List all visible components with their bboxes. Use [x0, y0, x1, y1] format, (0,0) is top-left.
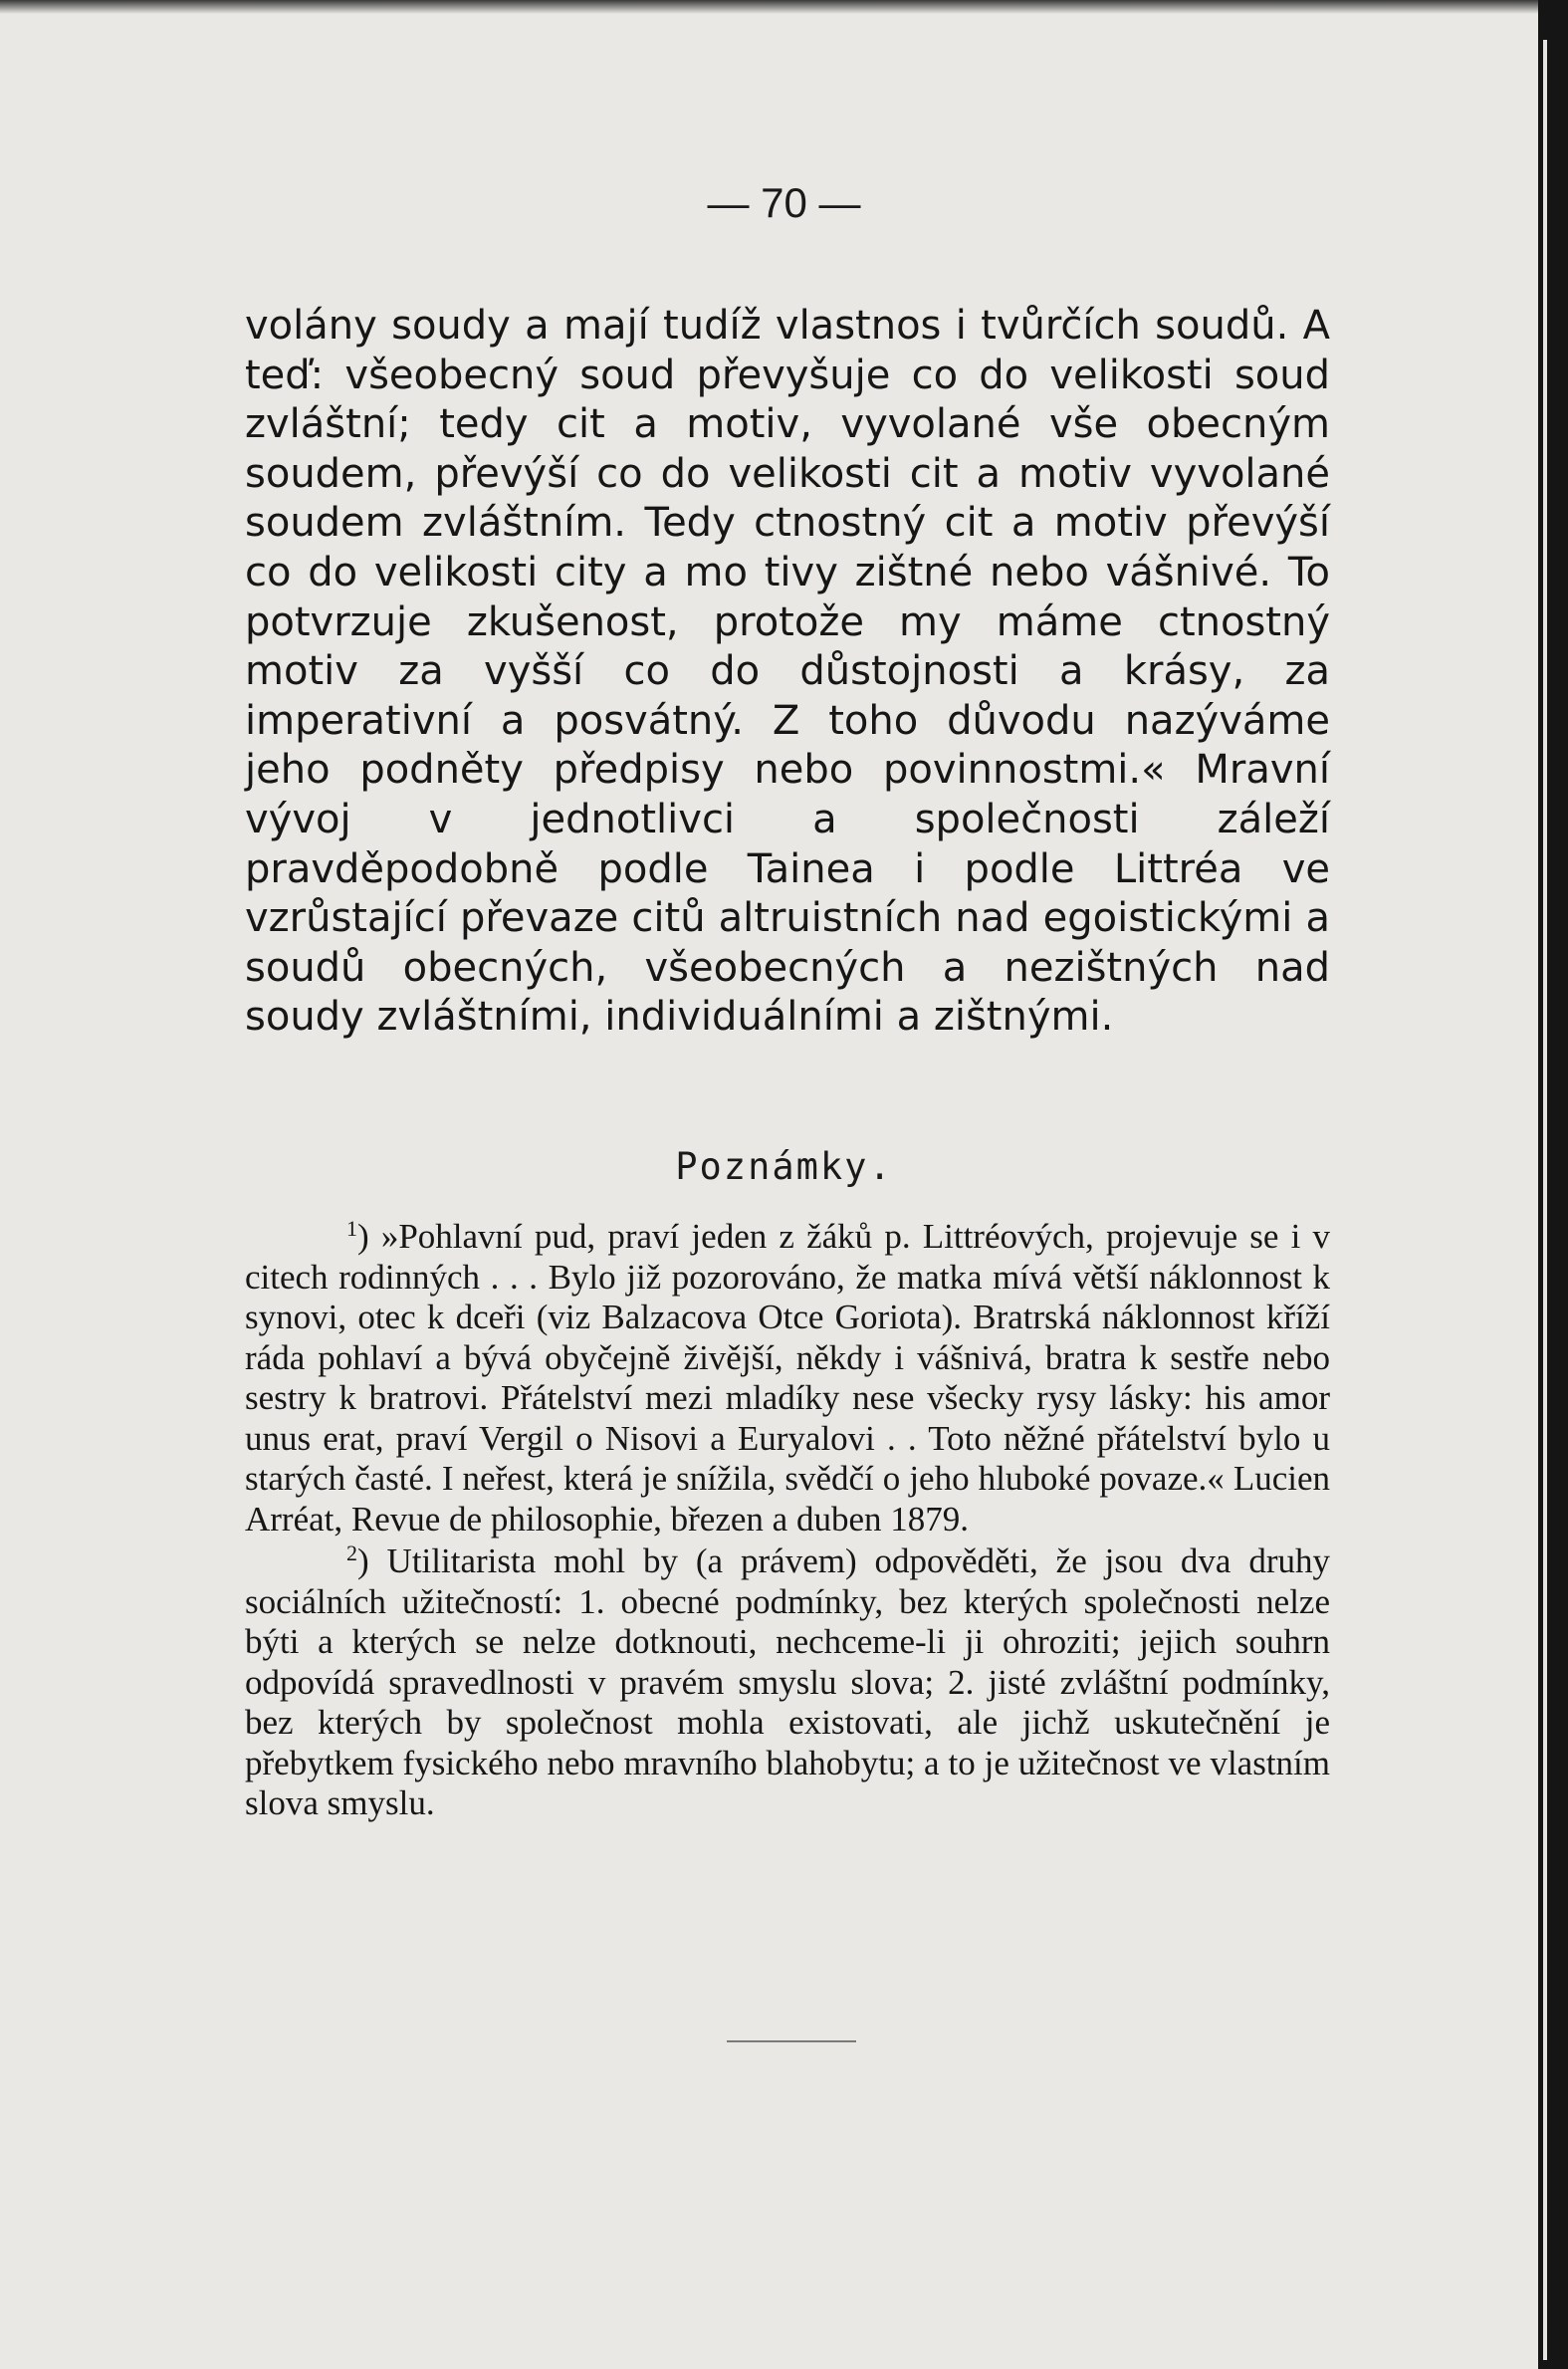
footnote-1: [245, 1217, 1330, 1540]
end-rule: [727, 2040, 856, 2042]
main-paragraph: volány soudy a mají tudíž vlastnos i tvůrčích soudů. A teď: všeobecný soud převyšuje co do velikosti soud zvláštní; tedy cit a motiv, vyvolané vše obecným soudem, převýší co do velikosti cit a motiv vyvolané soudem zvláštním. Tedy ctnostný cit a motiv převýší co do velikosti city a mo tivy zištné nebo vášnivé. To potvrzuje zkušenost, protože my máme ctnostný motiv za vyšší co do důstojnosti a krásy, za imperativní a posvátný. Z toho důvodu nazýváme jeho podněty předpisy nebo povinnostmi.« Mravní vývoj v jednotlivci a společnosti záleží pravděpodobně podle Tainea i podle Littréa ve vzrůstající převaze citů altruistních nad egoistickými a soudů obecných, všeobecných a nezištných nad soudy zvláštními, individuálními a zištnými.: [245, 303, 1330, 1041]
footnote-marker: 2: [346, 1540, 357, 1565]
footnote-marker: 1: [346, 1216, 357, 1241]
main-text-block: [245, 302, 1330, 1043]
footnote-text: ) »Pohlavní pud, praví jeden z žáků p. Littréových, projevuje se i v citech rodinných . . . Bylo již pozorováno, že matka mívá větší náklonnost k synovi, otec k dceři (viz Balzacova Otce Goriota). Bratrská náklonnost kříží ráda pohlaví a bývá obyčejně živější, někdy i vášnivá, bratra k sestře nebo sestry k bratrovi. Přátelství mezi mladíky nese všecky rysy lásky: his amor unus erat, praví Vergil o Nisovi a Euryalovi . . Toto něžné přátelství bylo u starých časté. I neřest, která je snížila, svědčí o jeho hluboké povaze.« Lucien Arréat, Revue de philosophie, březen a duben 1879.: [245, 1217, 1330, 1539]
footnote-text: ) Utilitarista mohl by (a právem) odpověděti, že jsou dva druhy sociálních užitečností: 1. obecné podmínky, bez kterých společnosti nelze býti a kterých se nelze dotknouti, nechceme-li ji ohroziti; jejich souhrn odpovídá spravedlnosti v pravém smyslu slova; 2. jisté zvláštní podmínky, bez kterých by společnost mohla existovati, ale jichž uskutečnění je přebytkem fysického nebo mravního blahobytu; a to je užitečnost ve vlastním slova smyslu.: [245, 1541, 1330, 1822]
notes-heading: Poznámky.: [675, 1145, 893, 1188]
footnote-2: [245, 1541, 1330, 1824]
page-number: — 70 —: [707, 179, 861, 226]
spine-highlight: [1543, 40, 1547, 2360]
page-top-shadow: [0, 0, 1538, 14]
footnotes: [245, 1217, 1330, 1826]
